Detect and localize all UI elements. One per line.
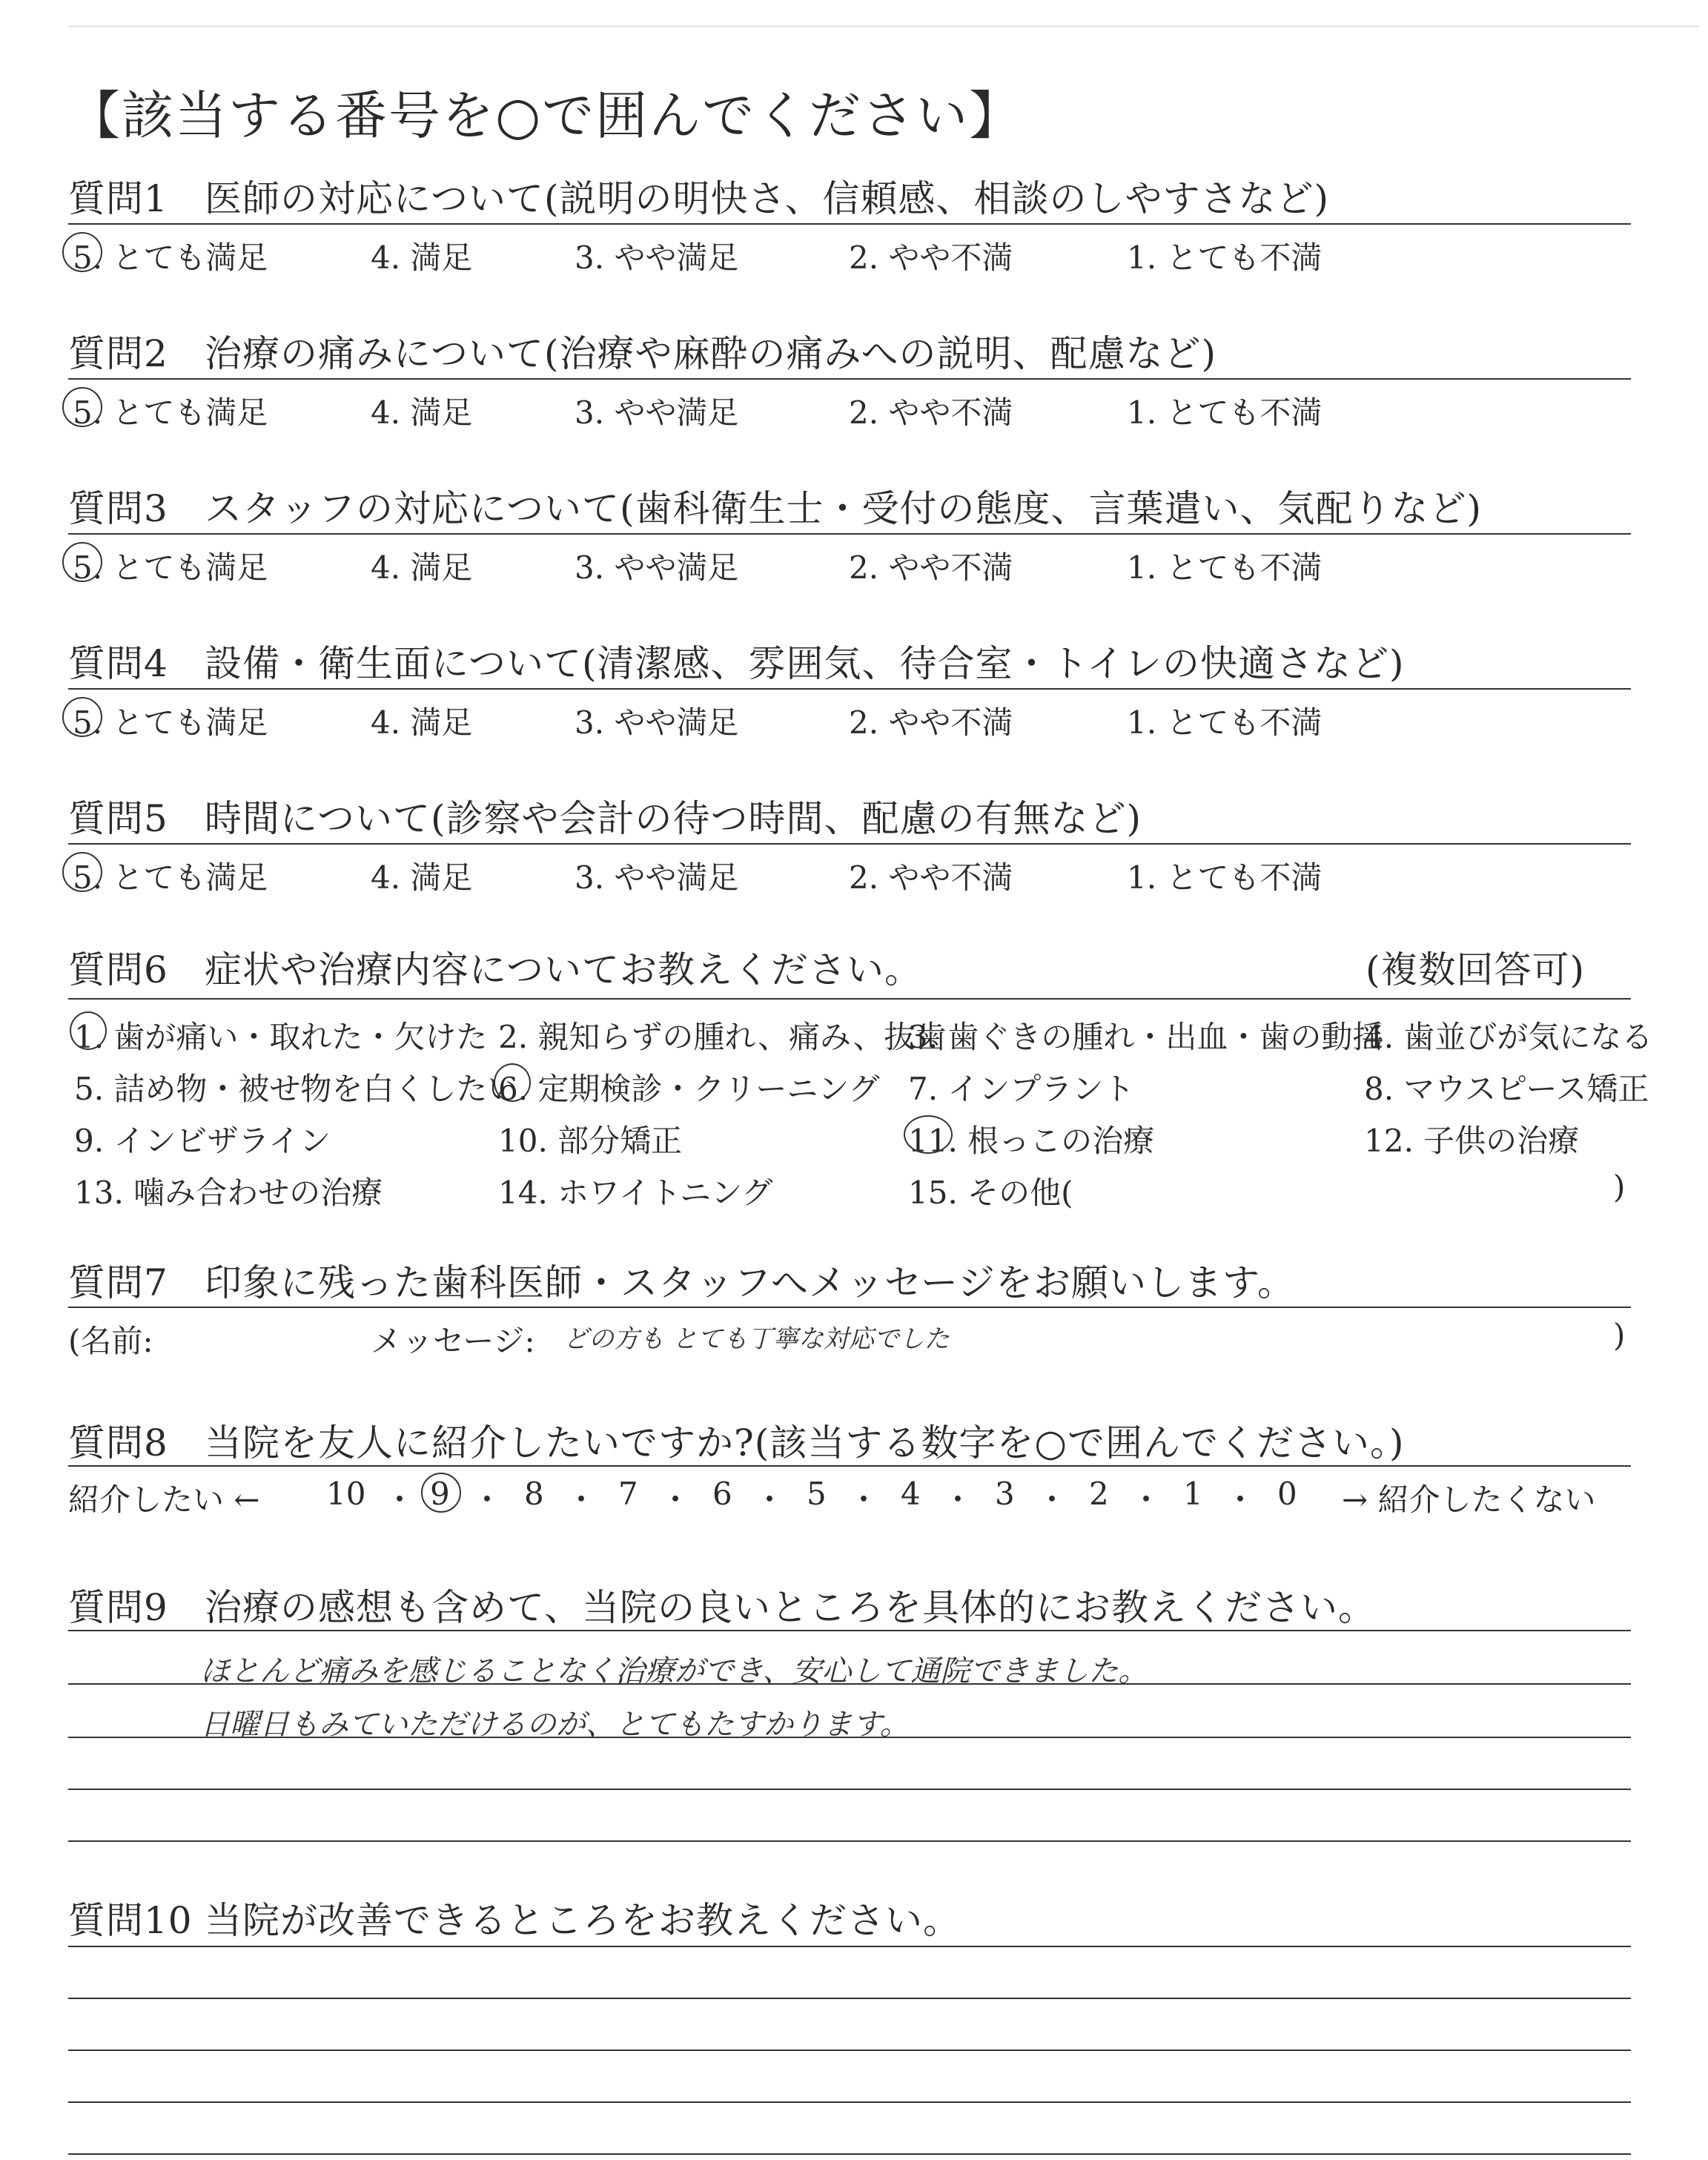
q2-number: 質問2 xyxy=(68,332,168,375)
q8-title xyxy=(68,1413,1404,1467)
q8-scale-8: 8 xyxy=(524,1476,544,1512)
q9-line-2 xyxy=(68,1683,1631,1685)
q1-title xyxy=(68,169,1329,222)
q5-option-2: 2. やや不満 xyxy=(849,859,1013,896)
q8-scale-4: 4 xyxy=(901,1476,921,1512)
q2-selected-circle xyxy=(62,387,102,427)
q6-option-15: 15. その他( xyxy=(908,1175,1073,1211)
q1-underline xyxy=(68,223,1631,225)
q1-text: 医師の対応について(説明の明快さ、信頼感、相談のしやすさなど) xyxy=(205,177,1330,220)
scan-edge xyxy=(68,25,1699,27)
q5-option-3: 3. やや満足 xyxy=(575,859,739,896)
q6-option-12: 12. 子供の治療 xyxy=(1364,1123,1580,1159)
q4-option-3: 3. やや満足 xyxy=(575,704,739,741)
q2-title xyxy=(68,324,1217,377)
q2-underline xyxy=(68,378,1631,380)
q10-line-1 xyxy=(68,1946,1631,1947)
q6-option-9: 9. インビザライン xyxy=(74,1123,331,1159)
q8-scale-5: 5 xyxy=(807,1476,827,1512)
q6-option-3: 3. 歯ぐきの腫れ・出血・歯の動揺 xyxy=(908,1019,1384,1055)
q10-line-5 xyxy=(68,2153,1631,2155)
q3-number: 質問3 xyxy=(68,487,168,530)
q4-option-4: 4. 満足 xyxy=(371,704,473,741)
q7-underline xyxy=(68,1307,1631,1308)
q4-number: 質問4 xyxy=(68,642,168,685)
q8-scale-10: 10 xyxy=(326,1476,366,1512)
q9-line-4 xyxy=(68,1789,1631,1790)
q8-scale-7: 7 xyxy=(618,1476,638,1512)
q3-title xyxy=(68,479,1482,532)
q3-text: スタッフの対応について(歯科衛生士・受付の態度、言葉遣い、気配りなど) xyxy=(205,487,1483,530)
q8-text: 当院を友人に紹介したいですか?(該当する数字を○で囲んでください。) xyxy=(205,1421,1405,1464)
q5-underline xyxy=(68,843,1631,845)
q9-line-1 xyxy=(68,1630,1631,1631)
q4-underline xyxy=(68,688,1631,690)
q8-separator: ・ xyxy=(942,1482,974,1518)
q4-option-1: 1. とても不満 xyxy=(1127,704,1323,741)
q6-option-6: 6. 定期検診・クリーニング xyxy=(498,1071,880,1107)
q10-line-2 xyxy=(68,1998,1631,1999)
q10-line-3 xyxy=(68,2050,1631,2051)
q10-number: 質問10 xyxy=(68,1899,193,1942)
q6-option-4: 4. 歯並びが気になる xyxy=(1364,1019,1653,1055)
q1-number: 質問1 xyxy=(68,177,168,220)
q7-number: 質問7 xyxy=(68,1261,168,1304)
q6-option-11: 11. 根っこの治療 xyxy=(908,1123,1155,1159)
q3-underline xyxy=(68,533,1631,535)
q8-scale-1: 1 xyxy=(1183,1476,1203,1512)
q6-option-8: 8. マウスピース矯正 xyxy=(1364,1071,1649,1107)
q8-number: 質問8 xyxy=(68,1421,168,1464)
q7-text: 印象に残った歯科医師・スタッフへメッセージをお願いします。 xyxy=(205,1261,1295,1304)
q8-left-label: 紹介したい ← xyxy=(68,1482,260,1518)
q6-option-7: 7. インプラント xyxy=(908,1071,1135,1107)
q8-separator: ・ xyxy=(384,1482,416,1518)
q4-option-5: 5. とても満足 xyxy=(73,704,268,741)
q5-option-5: 5. とても満足 xyxy=(73,859,268,896)
q1-option-3: 3. やや満足 xyxy=(575,240,739,276)
q5-option-1: 1. とても不満 xyxy=(1127,859,1323,896)
q3-option-1: 1. とても不満 xyxy=(1127,549,1323,586)
q6-option-14: 14. ホワイトニング xyxy=(498,1175,773,1211)
q9-text: 治療の感想も含めて、当院の良いところを具体的にお教えください。 xyxy=(205,1586,1376,1629)
q6-option-5: 5. 詰め物・被せ物を白くしたい xyxy=(74,1071,519,1107)
q8-scale-3: 3 xyxy=(995,1476,1015,1512)
q6-selected-circle-6 xyxy=(494,1063,531,1102)
q6-option-16: ) xyxy=(1613,1169,1626,1205)
q9-handwritten-line-2: 日曜日もみていただけるのが、とてもたすかります。 xyxy=(200,1708,910,1742)
q8-right-label: → 紹介したくない xyxy=(1342,1482,1596,1518)
q6-text: 症状や治療内容についてお教えください。 xyxy=(205,948,922,991)
q3-option-5: 5. とても満足 xyxy=(73,549,268,586)
q3-option-2: 2. やや不満 xyxy=(849,549,1013,586)
q6-number: 質問6 xyxy=(68,948,168,991)
q4-title xyxy=(68,634,1405,687)
q1-option-4: 4. 満足 xyxy=(371,240,473,276)
q9-line-3 xyxy=(68,1737,1631,1738)
q5-option-4: 4. 満足 xyxy=(371,859,473,896)
q3-option-3: 3. やや満足 xyxy=(575,549,739,586)
q7-message-label: メッセージ: xyxy=(371,1323,535,1359)
q8-separator: ・ xyxy=(660,1482,692,1518)
q6-note: (複数回答可) xyxy=(1366,948,1586,991)
q8-separator: ・ xyxy=(848,1482,880,1518)
q8-separator: ・ xyxy=(1131,1482,1162,1518)
q8-separator: ・ xyxy=(754,1482,786,1518)
q2-option-1: 1. とても不満 xyxy=(1127,394,1323,431)
q7-close-paren: ) xyxy=(1613,1317,1626,1353)
q2-option-3: 3. やや満足 xyxy=(575,394,739,431)
q7-title xyxy=(68,1253,1295,1307)
q8-scale-9: 9 xyxy=(430,1476,450,1512)
q7-name-label: (名前: xyxy=(68,1323,153,1359)
q3-selected-circle xyxy=(62,542,102,582)
q2-option-5: 5. とても満足 xyxy=(73,394,268,431)
q6-option-1: 1. 歯が痛い・取れた・欠けた xyxy=(74,1019,488,1055)
q7-message-handwritten: どの方も とても丁寧な対応でした xyxy=(563,1324,950,1354)
q1-selected-circle xyxy=(62,232,102,272)
q9-line-5 xyxy=(68,1840,1631,1842)
q8-separator: ・ xyxy=(566,1482,598,1518)
q1-option-1: 1. とても不満 xyxy=(1127,240,1323,276)
q2-option-2: 2. やや不満 xyxy=(849,394,1013,431)
q10-text: 当院が改善できるところをお教えください。 xyxy=(205,1899,961,1942)
q2-text: 治療の痛みについて(治療や麻酔の痛みへの説明、配慮など) xyxy=(205,332,1217,375)
q6-underline xyxy=(68,998,1631,1000)
q6-title xyxy=(68,940,922,994)
q9-title xyxy=(68,1578,1376,1631)
q8-scale-0: 0 xyxy=(1277,1476,1297,1512)
q6-selected-circle-1 xyxy=(70,1011,107,1050)
q5-title xyxy=(68,789,1142,842)
q5-text: 時間について(診察や会計の待つ時間、配慮の有無など) xyxy=(205,797,1142,840)
q8-separator: ・ xyxy=(1225,1482,1257,1518)
q9-handwritten-line-1: ほとんど痛みを感じることなく治療ができ、安心して通院できました。 xyxy=(200,1654,1148,1688)
q6-option-2: 2. 親知らずの腫れ、痛み、抜歯 xyxy=(498,1019,947,1055)
q1-option-5: 5. とても満足 xyxy=(73,240,268,276)
q2-option-4: 4. 満足 xyxy=(371,394,473,431)
q1-option-2: 2. やや不満 xyxy=(849,240,1013,276)
q4-text: 設備・衛生面について(清潔感、雰囲気、待合室・トイレの快適さなど) xyxy=(205,642,1405,685)
q6-option-10: 10. 部分矯正 xyxy=(498,1123,683,1159)
q8-underline xyxy=(68,1465,1631,1467)
q5-selected-circle xyxy=(62,852,102,892)
q8-separator: ・ xyxy=(471,1482,503,1518)
form-title: 【該当する番号を○で囲んでください】 xyxy=(68,85,1023,146)
q9-number: 質問9 xyxy=(68,1586,168,1629)
q4-option-2: 2. やや不満 xyxy=(849,704,1013,741)
q8-scale-6: 6 xyxy=(712,1476,732,1512)
q6-selected-circle-11 xyxy=(904,1115,953,1154)
q3-option-4: 4. 満足 xyxy=(371,549,473,586)
q8-scale-2: 2 xyxy=(1089,1476,1109,1512)
q8-separator: ・ xyxy=(1036,1482,1068,1518)
q10-title xyxy=(68,1891,961,1944)
q10-line-4 xyxy=(68,2101,1631,2103)
q5-number: 質問5 xyxy=(68,797,168,840)
q4-selected-circle xyxy=(62,697,102,737)
q8-selected-circle xyxy=(421,1473,461,1513)
q6-option-13: 13. 噛み合わせの治療 xyxy=(74,1175,383,1211)
